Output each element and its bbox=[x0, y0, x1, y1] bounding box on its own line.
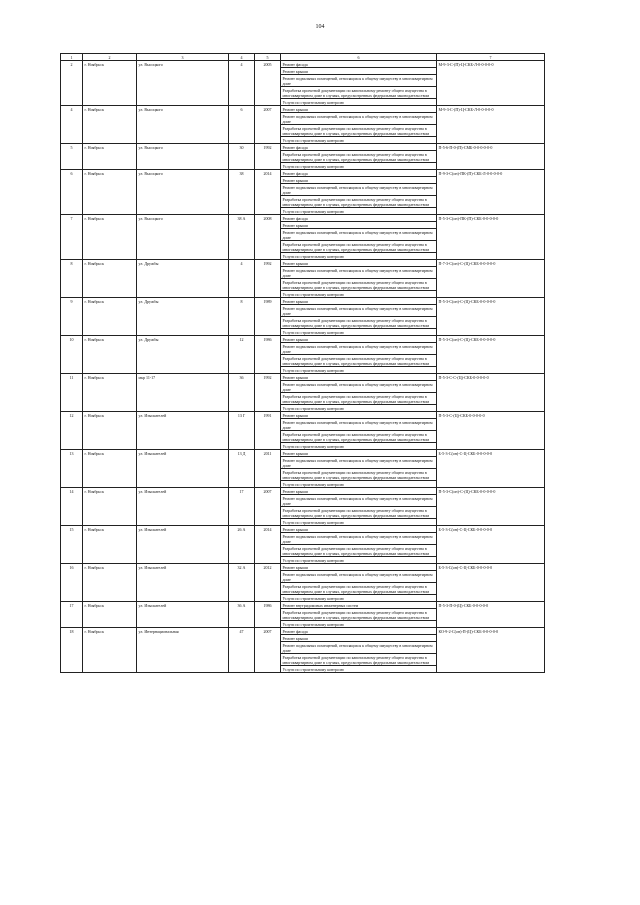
work-type-cell: Ремонт крыши bbox=[281, 564, 437, 571]
row-number: 18 bbox=[61, 628, 83, 673]
header-cell: 7 bbox=[437, 54, 545, 61]
work-type-cell: Разработка проектной документации по капитальному ремонту общего имущества в многоквартирном доме в случаях, предусмотренных федеральным законодательством bbox=[281, 317, 437, 329]
row-number: 5 bbox=[61, 144, 83, 170]
work-type-cell: Разработка проектной документации по капитальному ремонту общего имущества в многоквартирном доме в случаях, предусмотренных федеральным законодательством bbox=[281, 125, 437, 137]
work-type-cell: Ремонт подвальных помещений, относящихся к общему имуществу в многоквартирном доме bbox=[281, 343, 437, 355]
work-type-cell: Ремонт подвальных помещений, относящихся к общему имуществу в многоквартирном доме bbox=[281, 419, 437, 431]
house-code-cell: М-9-3-С-(П)-Ц-СКБ-Л-0-0-0-0-0 bbox=[437, 61, 545, 106]
year-cell: 1986 bbox=[255, 602, 281, 628]
street-cell: мкр 11-17 bbox=[137, 374, 229, 412]
table-row bbox=[61, 61, 545, 68]
year-cell: 1989 bbox=[255, 298, 281, 336]
street-cell: ул. Изыскателей bbox=[137, 488, 229, 526]
row-number: 4 bbox=[61, 106, 83, 144]
house-cell: 13 Д bbox=[229, 450, 255, 488]
work-type-cell: Услуги по строительному контролю bbox=[281, 595, 437, 602]
work-type-cell: Разработка проектной документации по капитальному ремонту общего имущества в многоквартирном доме в случаях, предусмотренных федеральным законодательством bbox=[281, 279, 437, 291]
year-cell: 2012 bbox=[255, 564, 281, 602]
house-cell: 32 А bbox=[229, 564, 255, 602]
year-cell: 1991 bbox=[255, 412, 281, 450]
house-cell: 6 bbox=[229, 106, 255, 144]
row-number: 10 bbox=[61, 336, 83, 374]
work-type-cell: Услуги по строительному контролю bbox=[281, 367, 437, 374]
table-row bbox=[61, 564, 545, 571]
year-cell: 2014 bbox=[255, 170, 281, 215]
row-number: 15 bbox=[61, 526, 83, 564]
work-type-cell: Разработка проектной документации по капитальному ремонту общего имущества в многоквартирном доме в случаях, предусмотренных федеральным законодательством bbox=[281, 507, 437, 519]
house-code-cell: П-5-6-П-0-(П)-СМБ-0-0-0-0-0-0 bbox=[437, 144, 545, 170]
house-cell: 13 Г bbox=[229, 412, 255, 450]
street-cell: ул. Высоцкого bbox=[137, 61, 229, 106]
house-cell: 47 bbox=[229, 628, 255, 673]
work-type-cell: Ремонт подвальных помещений, относящихся к общему имуществу в многоквартирном доме bbox=[281, 184, 437, 196]
table-row bbox=[61, 144, 545, 151]
work-type-cell: Разработка проектной документации по капитальному ремонту общего имущества в многоквартирном доме в случаях, предусмотренных федеральным законодательством bbox=[281, 151, 437, 163]
city-cell: г. Ноябрьск bbox=[83, 374, 137, 412]
work-type-cell: Разработка проектной документации по капитальному ремонту общего имущества в многоквартирном доме в случаях, предусмотренных федеральным законодательством bbox=[281, 355, 437, 367]
row-number: 12 bbox=[61, 412, 83, 450]
table-row bbox=[61, 336, 545, 343]
table-row bbox=[61, 374, 545, 381]
city-cell: г. Ноябрьск bbox=[83, 336, 137, 374]
work-type-cell: Ремонт крыши bbox=[281, 177, 437, 184]
work-type-cell: Услуги по строительному контролю bbox=[281, 405, 437, 412]
row-number: 9 bbox=[61, 298, 83, 336]
header-cell: 5 bbox=[255, 54, 281, 61]
work-type-cell: Разработка проектной документации по капитальному ремонту общего имущества в многоквартирном доме в случаях, предусмотренных федеральным законодательством bbox=[281, 469, 437, 481]
street-cell: ул. Высоцкого bbox=[137, 144, 229, 170]
house-code-cell: П-5-3-С(он)-С-(Ц)-СКБ-0-0-0-0-0 bbox=[437, 336, 545, 374]
street-cell: ул. Изыскателей bbox=[137, 450, 229, 488]
work-type-cell: Услуги по строительному контролю bbox=[281, 666, 437, 673]
street-cell: ул. Высоцкого bbox=[137, 106, 229, 144]
year-cell: 2007 bbox=[255, 488, 281, 526]
work-type-cell: Ремонт подвальных помещений, относящихся к общему имуществу в многоквартирном доме bbox=[281, 571, 437, 583]
house-cell: 4 bbox=[229, 61, 255, 106]
house-code-cell: М-9-3-С-(П)-Ц-СКБ-Л-0-0-0-0-0 bbox=[437, 106, 545, 144]
row-number: 7 bbox=[61, 215, 83, 260]
table-row bbox=[61, 260, 545, 267]
house-code-cell: КО-9-2-С(он)-П-(Ц)-СКБ-0-0-0-0-0 bbox=[437, 628, 545, 673]
work-type-cell: Услуги по строительному контролю bbox=[281, 99, 437, 106]
street-cell: ул. Высоцкого bbox=[137, 215, 229, 260]
work-type-cell: Услуги по строительному контролю bbox=[281, 137, 437, 144]
work-type-cell: Ремонт крыши bbox=[281, 260, 437, 267]
work-type-cell: Ремонт подвальных помещений, относящихся к общему имуществу в многоквартирном доме bbox=[281, 229, 437, 241]
work-type-cell: Разработка проектной документации по капитальному ремонту общего имущества в многоквартирном доме в случаях, предусмотренных федеральным законодательством bbox=[281, 609, 437, 621]
house-cell: 17 bbox=[229, 488, 255, 526]
table-row bbox=[61, 412, 545, 419]
house-code-cell: П-9-3-С(он)-ПК-(П)-СКБ-Л-0-0-0-0-0 bbox=[437, 170, 545, 215]
header-cell: 1 bbox=[61, 54, 83, 61]
work-type-cell: Разработка проектной документации по капитальному ремонту общего имущества в многоквартирном доме в случаях, предусмотренных федеральным законодательством bbox=[281, 393, 437, 405]
year-cell: 2005 bbox=[255, 61, 281, 106]
house-code-cell: П-5-3-С(он)-С-(Ц)-СКБ-0-0-0-0-0 bbox=[437, 488, 545, 526]
work-type-cell: Ремонт фасада bbox=[281, 144, 437, 151]
city-cell: г. Ноябрьск bbox=[83, 564, 137, 602]
work-type-cell: Ремонт крыши bbox=[281, 106, 437, 113]
work-type-cell: Ремонт подвальных помещений, относящихся к общему имуществу в многоквартирном доме bbox=[281, 267, 437, 279]
table-row bbox=[61, 628, 545, 635]
work-type-cell: Ремонт крыши bbox=[281, 374, 437, 381]
year-cell: 1992 bbox=[255, 144, 281, 170]
table-row bbox=[61, 170, 545, 177]
capital-repair-table bbox=[60, 53, 545, 673]
row-number: 14 bbox=[61, 488, 83, 526]
city-cell: г. Ноябрьск bbox=[83, 450, 137, 488]
street-cell: ул. Изыскателей bbox=[137, 526, 229, 564]
house-code-cell: П-5-3-П-0-(Ц)-СКБ-0-0-0-0-0 bbox=[437, 602, 545, 628]
work-type-cell: Ремонт крыши bbox=[281, 488, 437, 495]
work-type-cell: Услуги по строительному контролю bbox=[281, 481, 437, 488]
work-type-cell: Разработка проектной документации по капитальному ремонту общего имущества в многоквартирном доме в случаях, предусмотренных федеральным законодательством bbox=[281, 431, 437, 443]
row-number: 6 bbox=[61, 170, 83, 215]
city-cell: г. Ноябрьск bbox=[83, 260, 137, 298]
work-type-cell: Ремонт крыши bbox=[281, 635, 437, 642]
work-type-cell: Ремонт подвальных помещений, относящихся к общему имуществу в многоквартирном доме bbox=[281, 381, 437, 393]
city-cell: г. Ноябрьск bbox=[83, 488, 137, 526]
work-type-cell: Услуги по строительному контролю bbox=[281, 443, 437, 450]
work-type-cell: Услуги по строительному контролю bbox=[281, 163, 437, 170]
house-cell: 30 bbox=[229, 144, 255, 170]
city-cell: г. Ноябрьск bbox=[83, 215, 137, 260]
street-cell: ул. Дружбы bbox=[137, 298, 229, 336]
work-type-cell: Ремонт подвальных помещений, относящихся к общему имуществу в многоквартирном доме bbox=[281, 457, 437, 469]
city-cell: г. Ноябрьск bbox=[83, 144, 137, 170]
work-type-cell: Ремонт подвальных помещений, относящихся к общему имуществу в многоквартирном доме bbox=[281, 533, 437, 545]
work-type-cell: Ремонт крыши bbox=[281, 222, 437, 229]
work-type-cell: Разработка проектной документации по капитальному ремонту общего имущества в многоквартирном доме в случаях, предусмотренных федеральным законодательством bbox=[281, 196, 437, 208]
table-header-row bbox=[61, 54, 545, 61]
street-cell: ул. Изыскателей bbox=[137, 564, 229, 602]
work-type-cell: Ремонт подвальных помещений, относящихся к общему имуществу в многоквартирном доме bbox=[281, 75, 437, 87]
work-type-cell: Ремонт крыши bbox=[281, 526, 437, 533]
city-cell: г. Ноябрьск bbox=[83, 61, 137, 106]
work-type-cell: Услуги по строительному контролю bbox=[281, 557, 437, 564]
work-type-cell: Ремонт подвальных помещений, относящихся к общему имуществу в многоквартирном доме bbox=[281, 113, 437, 125]
city-cell: г. Ноябрьск bbox=[83, 412, 137, 450]
house-cell: 12 bbox=[229, 336, 255, 374]
work-type-cell: Услуги по строительному контролю bbox=[281, 208, 437, 215]
year-cell: 1992 bbox=[255, 374, 281, 412]
year-cell: 1992 bbox=[255, 260, 281, 298]
work-type-cell: Ремонт подвальных помещений, относящихся к общему имуществу в многоквартирном доме bbox=[281, 305, 437, 317]
year-cell: 1986 bbox=[255, 336, 281, 374]
table-row bbox=[61, 298, 545, 305]
table-row bbox=[61, 215, 545, 222]
year-cell: 2014 bbox=[255, 526, 281, 564]
city-cell: г. Ноябрьск bbox=[83, 106, 137, 144]
work-type-cell: Ремонт крыши bbox=[281, 68, 437, 75]
work-type-cell: Услуги по строительному контролю bbox=[281, 291, 437, 298]
work-type-cell: Ремонт крыши bbox=[281, 336, 437, 343]
house-cell: 36 А bbox=[229, 602, 255, 628]
row-number: 16 bbox=[61, 564, 83, 602]
city-cell: г. Ноябрьск bbox=[83, 170, 137, 215]
house-code-cell: Б-5-3-С(он)-С-Ц-СКБ-0-0-0-0-0 bbox=[437, 526, 545, 564]
row-number: 17 bbox=[61, 602, 83, 628]
row-number: 13 bbox=[61, 450, 83, 488]
street-cell: ул. Дружбы bbox=[137, 260, 229, 298]
work-type-cell: Разработка проектной документации по капитальному ремонту общего имущества в многоквартирном доме в случаях, предусмотренных федеральным законодательством bbox=[281, 545, 437, 557]
work-type-cell: Ремонт фасада bbox=[281, 215, 437, 222]
work-type-cell: Ремонт крыши bbox=[281, 298, 437, 305]
work-type-cell: Услуги по строительному контролю bbox=[281, 519, 437, 526]
work-type-cell: Ремонт фасада bbox=[281, 61, 437, 68]
header-cell: 3 bbox=[137, 54, 229, 61]
table-row bbox=[61, 106, 545, 113]
street-cell: ул. Изыскателей bbox=[137, 602, 229, 628]
work-type-cell: Ремонт фасада bbox=[281, 170, 437, 177]
work-type-cell: Услуги по строительному контролю bbox=[281, 621, 437, 628]
work-type-cell: Ремонт фасада bbox=[281, 628, 437, 635]
house-cell: 38 А bbox=[229, 215, 255, 260]
table-row bbox=[61, 488, 545, 495]
header-cell: 4 bbox=[229, 54, 255, 61]
year-cell: 2008 bbox=[255, 215, 281, 260]
street-cell: ул. Изыскателей bbox=[137, 412, 229, 450]
house-code-cell: П-5-3-С(он)-ПК-(П)-СКБ-0-0-0-0-0 bbox=[437, 215, 545, 260]
house-cell: 38 bbox=[229, 170, 255, 215]
house-cell: 26 А bbox=[229, 526, 255, 564]
house-cell: 36 bbox=[229, 374, 255, 412]
table-row bbox=[61, 602, 545, 609]
work-type-cell: Ремонт подвальных помещений, относящихся к общему имуществу в многоквартирном доме bbox=[281, 495, 437, 507]
work-type-cell: Ремонт крыши bbox=[281, 450, 437, 457]
street-cell: ул. Высоцкого bbox=[137, 170, 229, 215]
house-cell: 4 bbox=[229, 260, 255, 298]
table-row bbox=[61, 526, 545, 533]
work-type-cell: Разработка проектной документации по капитальному ремонту общего имущества в многоквартирном доме в случаях, предусмотренных федеральным законодательством bbox=[281, 583, 437, 595]
header-cell: 2 bbox=[83, 54, 137, 61]
house-cell: 8 bbox=[229, 298, 255, 336]
house-code-cell: П-5-3-С-(Ц)-СКБ-0-0-0-0-0 bbox=[437, 412, 545, 450]
house-code-cell: Б-5-3-С(он)-С-Ц-СКБ-0-0-0-0-0 bbox=[437, 450, 545, 488]
house-code-cell: П-5-3-С(он)-С-(Ц)-СКБ-0-0-0-0-0 bbox=[437, 298, 545, 336]
house-code-cell: Б-5-3-С(он)-С-Ц-СКБ-0-0-0-0-0 bbox=[437, 564, 545, 602]
city-cell: г. Ноябрьск bbox=[83, 602, 137, 628]
year-cell: 2007 bbox=[255, 628, 281, 673]
row-number: 2 bbox=[61, 61, 83, 106]
work-type-cell: Услуги по строительному контролю bbox=[281, 329, 437, 336]
house-code-cell: П-7-3-С(он)-С-(Ц)-СКБ-0-0-0-0-0 bbox=[437, 260, 545, 298]
street-cell: ул. Дружбы bbox=[137, 336, 229, 374]
street-cell: ул. Интернациональная bbox=[137, 628, 229, 673]
table-row bbox=[61, 450, 545, 457]
city-cell: г. Ноябрьск bbox=[83, 628, 137, 673]
work-type-cell: Услуги по строительному контролю bbox=[281, 253, 437, 260]
work-type-cell: Ремонт внутридомовых инженерных систем bbox=[281, 602, 437, 609]
city-cell: г. Ноябрьск bbox=[83, 298, 137, 336]
city-cell: г. Ноябрьск bbox=[83, 526, 137, 564]
work-type-cell: Разработка проектной документации по капитальному ремонту общего имущества в многоквартирном доме в случаях, предусмотренных федеральным законодательством bbox=[281, 241, 437, 253]
year-cell: 2011 bbox=[255, 450, 281, 488]
header-cell: 6 bbox=[281, 54, 437, 61]
work-type-cell: Ремонт крыши bbox=[281, 412, 437, 419]
house-code-cell: П-5-3-С-С-(Ц)-СКБ-0-0-0-0-0 bbox=[437, 374, 545, 412]
work-type-cell: Ремонт подвальных помещений, относящихся к общему имуществу в многоквартирном доме bbox=[281, 642, 437, 654]
year-cell: 2007 bbox=[255, 106, 281, 144]
row-number: 8 bbox=[61, 260, 83, 298]
work-type-cell: Разработка проектной документации по капитальному ремонту общего имущества в многоквартирном доме в случаях, предусмотренных федеральным законодательством bbox=[281, 654, 437, 666]
work-type-cell: Разработка проектной документации по капитальному ремонту общего имущества в многоквартирном доме в случаях, предусмотренных федеральным законодательством bbox=[281, 87, 437, 99]
page-number: 104 bbox=[315, 24, 325, 30]
row-number: 11 bbox=[61, 374, 83, 412]
